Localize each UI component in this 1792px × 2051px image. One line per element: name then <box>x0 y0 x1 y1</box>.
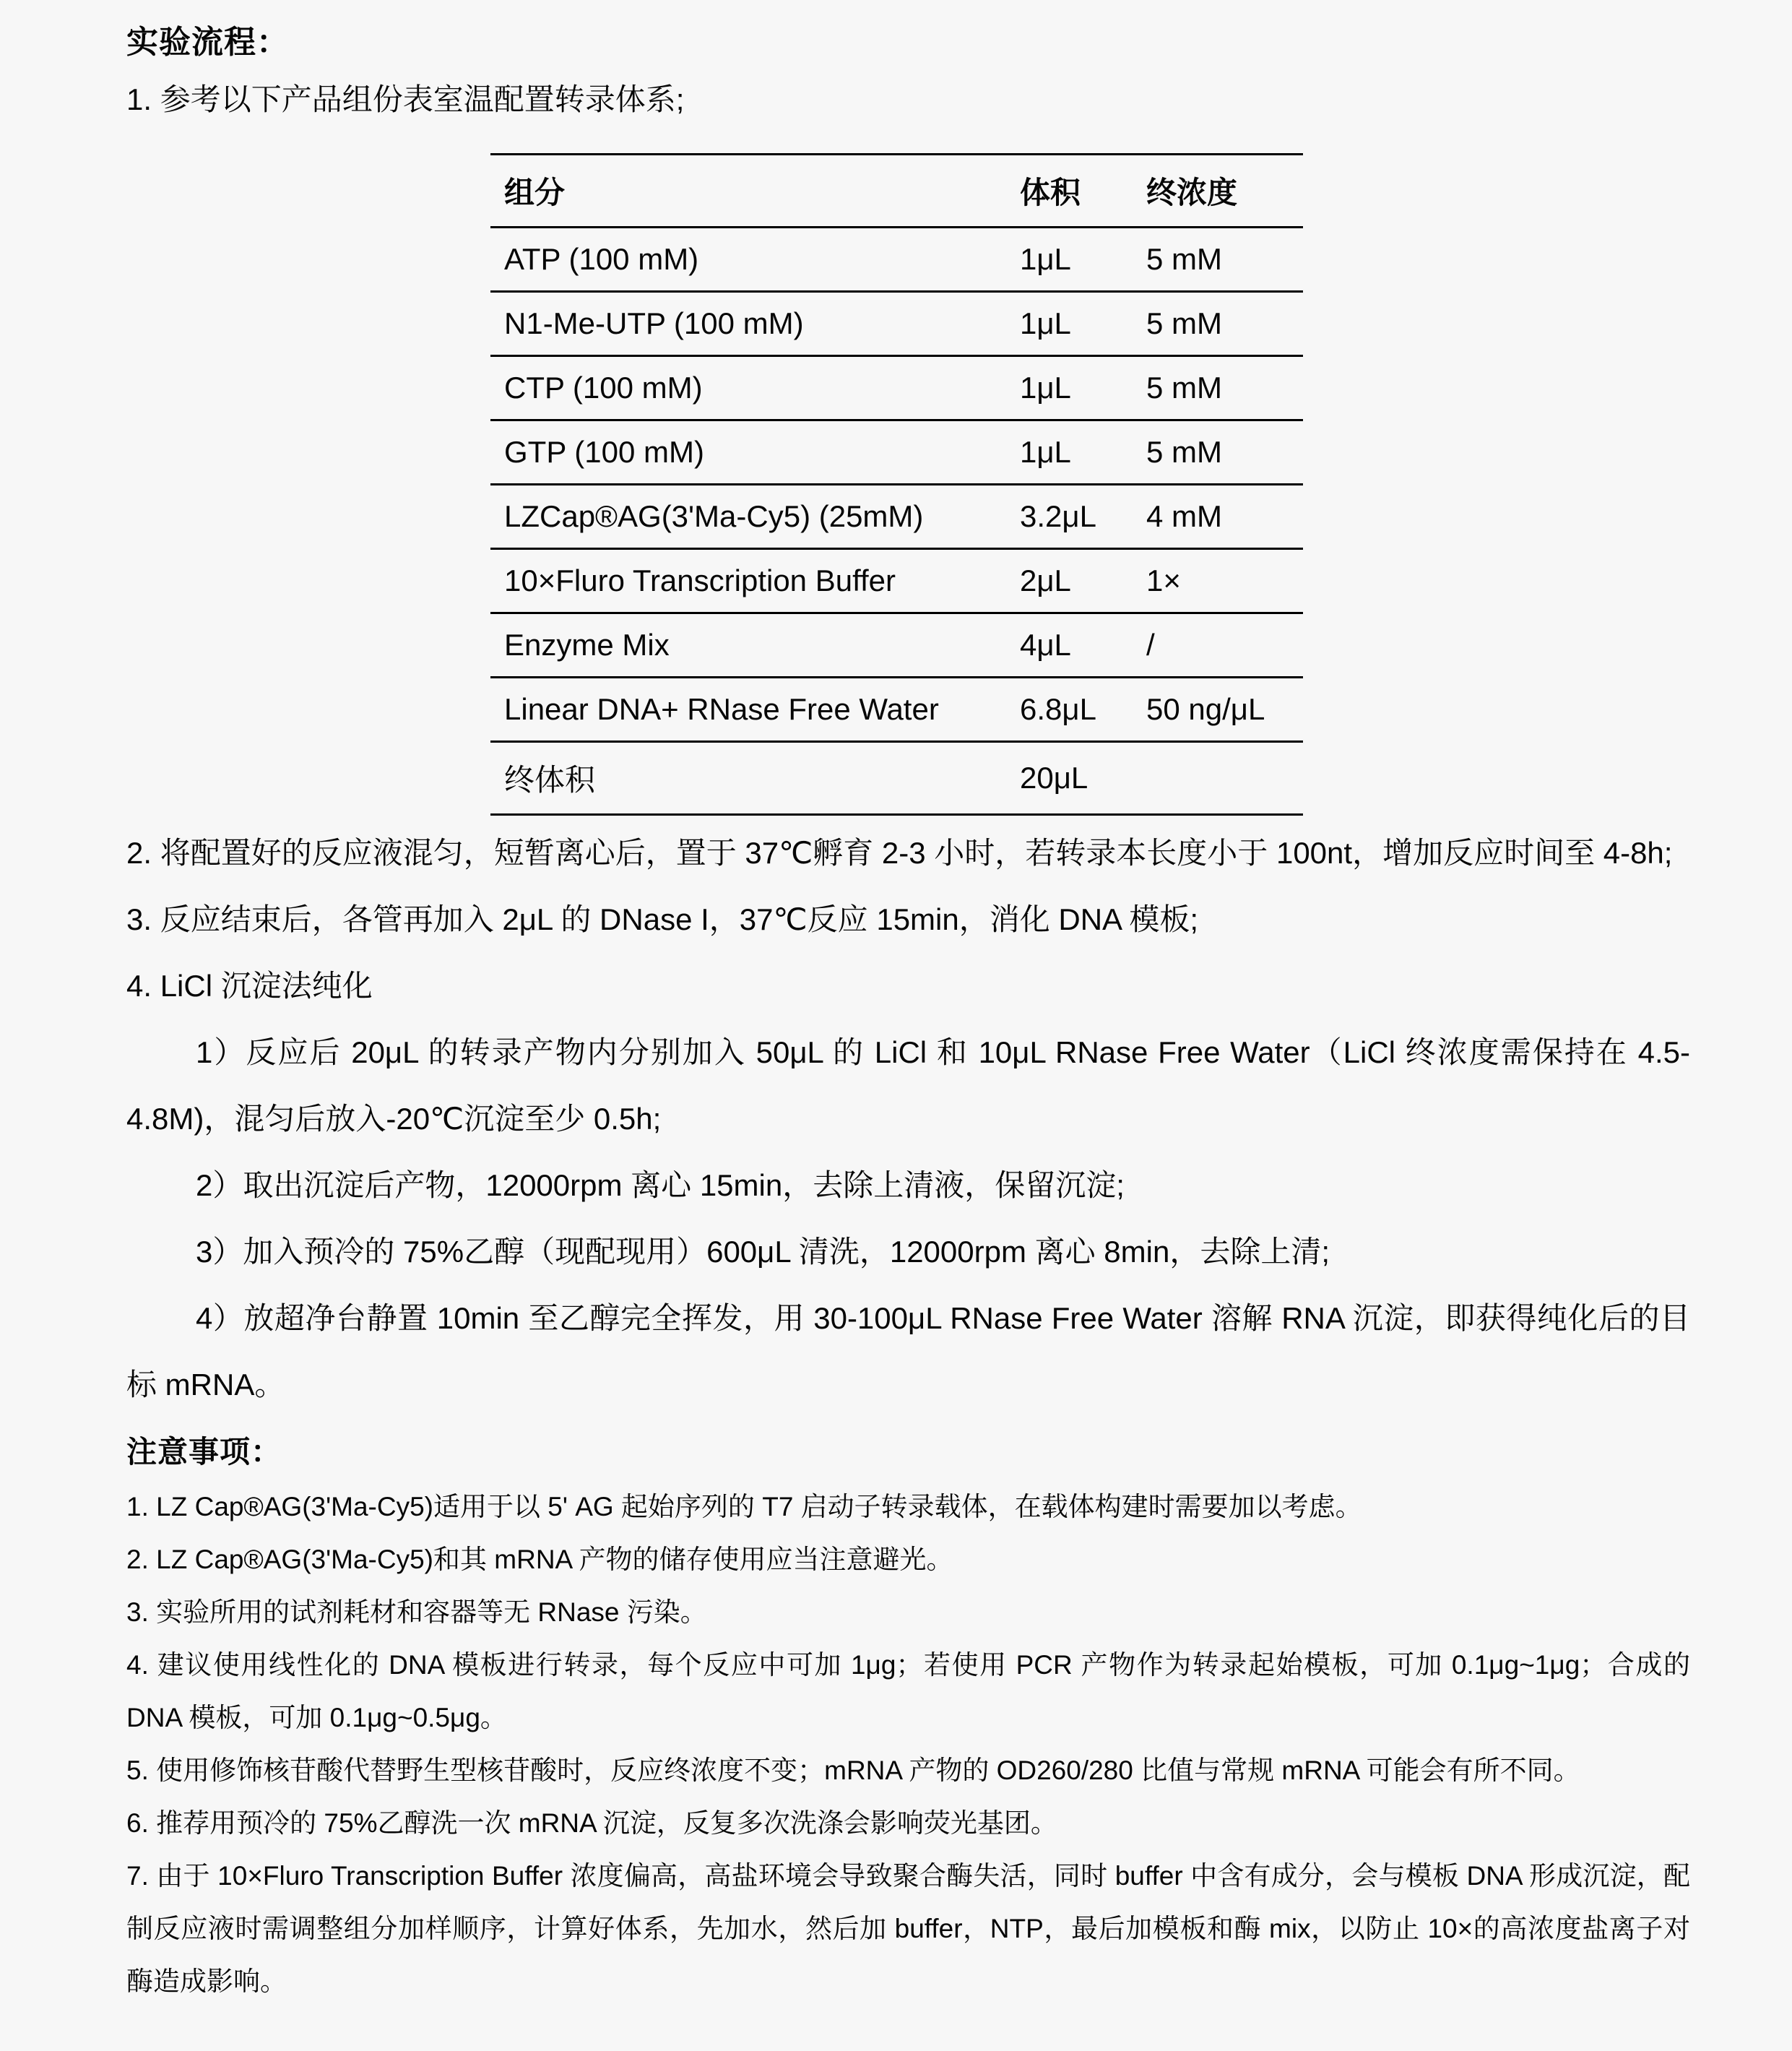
cell-volume: 20μL <box>1020 761 1088 795</box>
table-row <box>490 420 1303 485</box>
table-row <box>490 678 1303 742</box>
table-row <box>490 485 1303 549</box>
procedure-substep: 4）放超净台静置 10min 至乙醇完全挥发，用 30-100μL RNase Free Water 溶解 RNA 沉淀，即获得纯化后的目标 mRNA。 <box>126 1301 1690 1402</box>
cell-component: Linear DNA+ RNase Free Water <box>490 678 1020 742</box>
col-header-volume: 体积 <box>1020 155 1146 228</box>
cell-component: N1-Me-UTP (100 mM) <box>490 292 1020 356</box>
cell-final-concentration: 5 mM <box>1146 420 1303 485</box>
cell-component: Enzyme Mix <box>490 613 1020 678</box>
cell-volume: 6.8μL <box>1020 678 1146 742</box>
procedure-steps <box>126 820 1690 1418</box>
table-row <box>490 549 1303 613</box>
procedure-step: 2. 将配置好的反应液混匀，短暂离心后，置于 37℃孵育 2-3 小时，若转录本长度小于 100nt，增加反应时间至 4-8h; <box>126 836 1673 870</box>
procedure-substep: 2）取出沉淀后产物，12000rpm 离心 15min，去除上清液，保留沉淀; <box>196 1168 1125 1202</box>
components-table-body <box>490 228 1303 815</box>
cell-component: ATP (100 mM) <box>490 228 1020 292</box>
cell-component: CTP (100 mM) <box>490 356 1020 420</box>
procedure-step: 3. 反应结束后，各管再加入 2μL 的 DNase I，37℃反应 15min，消化 DNA 模板; <box>126 902 1199 936</box>
procedure-intro: 1. 参考以下产品组份表室温配置转录体系; <box>126 82 685 116</box>
cell-component: GTP (100 mM) <box>490 420 1020 485</box>
procedure-step: 4. LiCl 沉淀法纯化 <box>126 969 373 1003</box>
cell-final-concentration: 1× <box>1146 549 1303 613</box>
cell-final-concentration <box>1146 742 1303 815</box>
note-item: 7. 由于 10×Fluro Transcription Buffer 浓度偏高，高盐环境会导致聚合酶失活，同时 buffer 中含有成分，会与模板 DNA 形成沉淀，配制反应液时需调整组分加样顺序，计算好体系，先加水，然后加 buffer，NTP，最后加模板和酶 mix，以防止 10×的高浓度盐离子对酶造成影响。 <box>126 1861 1690 1996</box>
table-header-row <box>490 155 1303 228</box>
notes-heading: 注意事项： <box>126 1435 282 1469</box>
table-row <box>490 292 1303 356</box>
note-item: 2. LZ Cap®AG(3'Ma-Cy5)和其 mRNA 产物的储存使用应当注意避光。 <box>126 1545 953 1574</box>
cell-component: 10×Fluro Transcription Buffer <box>490 549 1020 613</box>
note-item: 6. 推荐用预冷的 75%乙醇洗一次 mRNA 沉淀，反复多次洗涤会影响荧光基团。 <box>126 1808 1057 1838</box>
table-row <box>490 356 1303 420</box>
procedure-substep: 3）加入预冷的 75%乙醇（现配现用）600μL 清洗，12000rpm 离心 8min，去除上清; <box>196 1235 1330 1269</box>
cell-final-concentration: 4 mM <box>1146 485 1303 549</box>
col-header-component: 组分 <box>490 155 1020 228</box>
cell-volume: 4μL <box>1020 613 1146 678</box>
cell-component: LZCap®AG(3'Ma-Cy5) (25mM) <box>490 485 1020 549</box>
table-row <box>490 613 1303 678</box>
components-table-head <box>490 155 1303 228</box>
cell-volume: 1μL <box>1020 356 1146 420</box>
col-header-final-concentration: 终浓度 <box>1146 155 1303 228</box>
cell-volume: 1μL <box>1020 228 1146 292</box>
cell-volume: 1μL <box>1020 420 1146 485</box>
cell-volume: 1μL <box>1020 292 1146 356</box>
cell-final-concentration: 5 mM <box>1146 292 1303 356</box>
procedure-heading: 实验流程： <box>126 25 289 60</box>
cell-component: 终体积 <box>504 763 596 797</box>
note-item: 1. LZ Cap®AG(3'Ma-Cy5)适用于以 5' AG 起始序列的 T7 启动子转录载体，在载体构建时需要加以考虑。 <box>126 1492 1362 1521</box>
table-row <box>490 742 1303 815</box>
procedure-substep: 1）反应后 20μL 的转录产物内分别加入 50μL 的 LiCl 和 10μL RNase Free Water（LiCl 终浓度需保持在 4.5-4.8M)，混匀后放入-20℃沉淀至少 0.5h; <box>126 1035 1690 1136</box>
table-row <box>490 228 1303 292</box>
note-item: 4. 建议使用线性化的 DNA 模板进行转录，每个反应中可加 1μg；若使用 PCR 产物作为转录起始模板，可加 0.1μg~1μg；合成的 DNA 模板，可加 0.1μg~0.5μg。 <box>126 1650 1690 1732</box>
cell-volume: 3.2μL <box>1020 485 1146 549</box>
notes-list <box>126 1480 1690 2008</box>
cell-final-concentration: / <box>1146 613 1303 678</box>
cell-final-concentration: 5 mM <box>1146 228 1303 292</box>
cell-final-concentration: 50 ng/μL <box>1146 678 1303 742</box>
cell-volume: 2μL <box>1020 549 1146 613</box>
cell-final-concentration: 5 mM <box>1146 356 1303 420</box>
note-item: 5. 使用修饰核苷酸代替野生型核苷酸时，反应终浓度不变；mRNA 产物的 OD260/280 比值与常规 mRNA 可能会有所不同。 <box>126 1756 1580 1785</box>
note-item: 3. 实验所用的试剂耗材和容器等无 RNase 污染。 <box>126 1597 707 1627</box>
components-table <box>490 153 1303 816</box>
